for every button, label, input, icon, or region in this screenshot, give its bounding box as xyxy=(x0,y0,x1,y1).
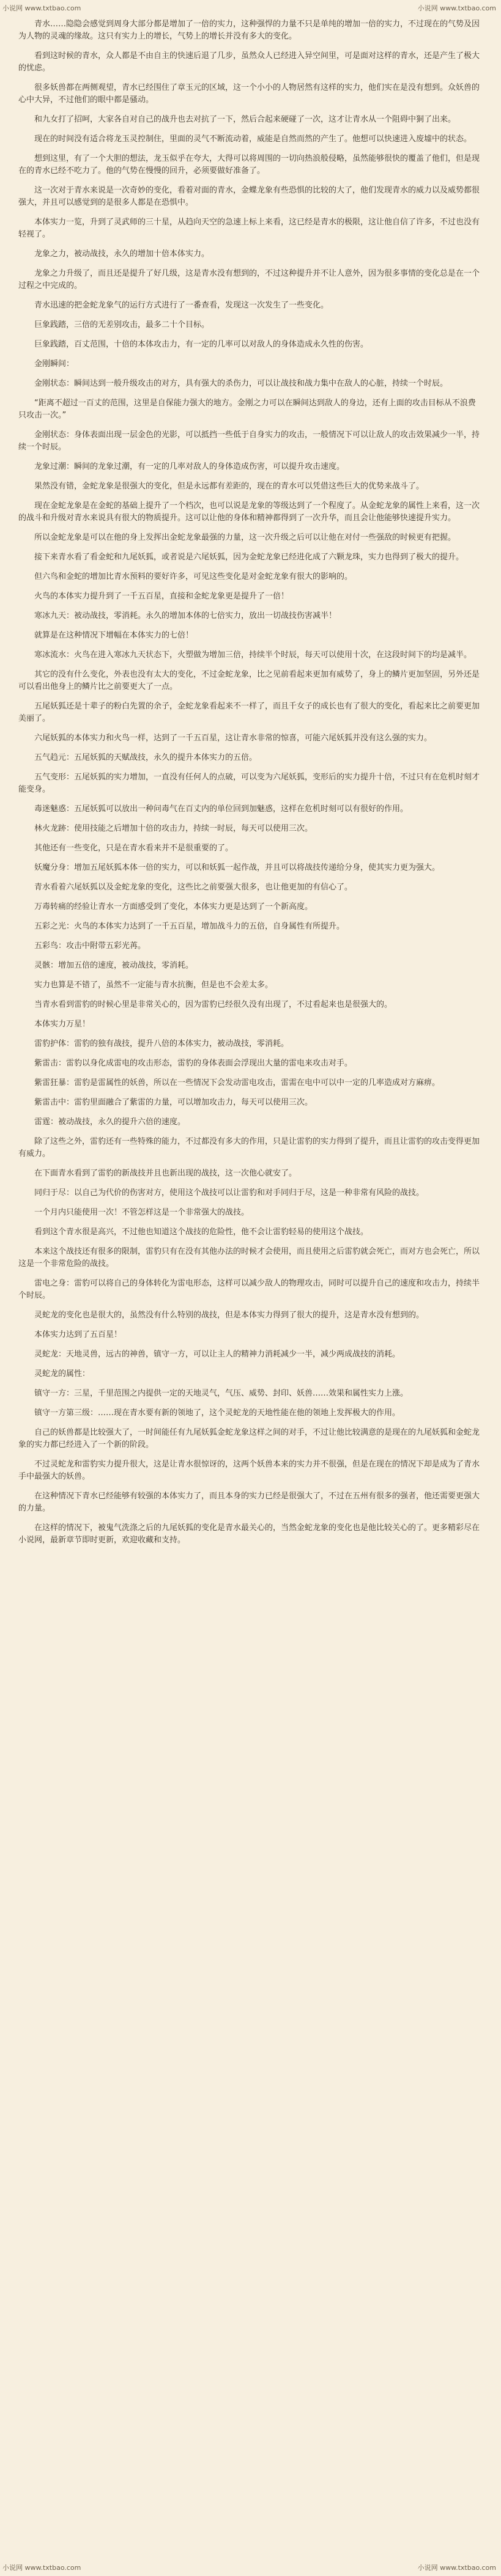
paragraph: 五气趋元：五尾妖狐的天赋战技，永久的提升本体实力的五倍。 xyxy=(34,753,258,762)
paragraph: 接下来青水看了看金蛇和九尾妖狐，或者说是六尾妖狐，因为金蛇龙象已经进化成了六颗龙珠，实力也得到了极大的提升。 xyxy=(34,553,464,562)
paragraph: 和九女打了招呵，大家各自对自己的战升也去对抗了一下，然后合起来硬碰了一次，这才让青水从一个阻碍中狪了出来。 xyxy=(34,115,456,124)
paragraph: 金刚状态：身体表面出现一层金色的光影，可以抵挡一些低于自身实力的攻击，一般情况下可以让敌人的攻击效果减少一半，持续一个时辰。 xyxy=(18,430,480,452)
paragraph: 一个月内只能使用一次！不管怎样这是一个非常强大的战技。 xyxy=(34,1208,250,1217)
paragraph: 其它的没有什么变化，外表也没有太大的变化，不过金蛇龙象，比之见前看起来更加有威势了，身上的鳞片更加坚固，另外还是可以看出他身上的鳞片比之前要更大了一点。 xyxy=(18,670,480,691)
paragraph: 妖魔分身：增加五尾妖狐本体一倍的实力，可以和妖狐一起作战，并且可以将战技传递给分身，使其实力更为强大。 xyxy=(34,863,440,872)
paragraph: 镇守一方：三星，千里范围之内提供一定的天地灵气，气压、威势、封印、妖兽……效果和属性实力上涨。 xyxy=(34,1389,409,1398)
paragraph: 金刚状态：瞬间达到一般升级攻击的对方，具有强大的杀伤力，可以让战技和战力集中在敌人的心脏，持续一个时辰。 xyxy=(34,379,448,388)
header-site-right: 小说网 www.txtbao.com xyxy=(417,4,496,12)
paragraph: 现在金蛇龙象是在金蛇的基础上提升了一个档次，也可以说是龙象的等级达到了一个程度了。从金蛇龙象的属性上来看，这一次的战斗和升级对青水来说具有很大的物质提升。这可以让他的身体和精神都得到了一次升华，而且会让他能够快速提升实力。 xyxy=(18,501,480,523)
paragraph: 当青水看到雷豹的时候心里是非常关心的，因为雷豹已经很久没有出现了，不过看起来也是很强大的。 xyxy=(34,1000,393,1009)
paragraph: 在这种情况下青水已经能够有较强的本体实力了，而且本身的实力已经是很强大了，不过在五州有很多的强者，他还需要更强大的力量。 xyxy=(18,1492,480,1513)
paragraph: 巨象践踏，百丈范围，十倍的本体攻击力，有一定的几率可以对敌人的身体造成永久性的伤害。 xyxy=(34,340,369,349)
header-site-left: 小说网 www.txtbao.com xyxy=(2,4,81,12)
paragraph: 青水迅速的把金蛇龙象气的运行方式进行了一番查看，发现这一次发生了一些变化。 xyxy=(34,301,329,310)
paragraph: 五彩之光：火鸟的本体实力达到了一千五百星，增加战斗力的五倍，自身属性有所提升。 xyxy=(34,922,345,931)
paragraph: 不过灵蛇龙和雷豹实力提升很大，这是让青水很惊讶的，这两个妖兽本来的实力并不很强，但是在现在的情况下却是成为了青水手中最强大的妖兽。 xyxy=(18,1460,480,1481)
paragraph: 林火龙跡：使用技能之后增加十倍的攻击力，持续一时辰，每天可以使用三次。 xyxy=(34,824,313,833)
paragraph: 火鸟的本体实力提升到了一千五百星，直接和金蛇龙象更是提升了一倍！ xyxy=(34,592,289,601)
paragraph: 但六鸟和金蛇的增加比青水预料的要好许多，可见这些变化是对金蛇龙象有很大的影响的。 xyxy=(34,572,353,581)
paragraph: 青水看着六尾妖狐以及金蛇龙象的变化，这些比之前要强大很多，也让他更加的有信心了。 xyxy=(34,883,353,892)
paragraph: 巨象践踏，三倍的无差别攻击，最多二十个目标。 xyxy=(34,320,210,329)
paragraph: 寒冰九天：被动战技，零消耗。永久的增加本体的七倍实力，放出一切战技伤害减半！ xyxy=(34,611,337,620)
paragraph: 龙象之力升级了，而且还是提升了好几级，这是青水没有想到的，不过这种提升并不让人意外，因为很多事情的变化总是在一个过程之中完成的。 xyxy=(18,269,480,290)
footer-site-left: 小说网 www.txtbao.com xyxy=(2,2564,81,2572)
paragraph: 紫雷击中：雷豹里面融合了紫雷的力量，可以增加攻击力，每天可以使用三次。 xyxy=(34,1098,313,1107)
paragraph: 自己的妖兽都是比较强大了，一时间能任有九尾妖狐金蛇龙象这样之间的对手，不过让他比较满意的是现在的九尾妖狐和金蛇龙象的实力都已经进入了一个新的阶段。 xyxy=(18,1428,480,1449)
paragraph: 紫雷狂暴：雷豹是雷属性的妖兽，所以在一些情况下会发动雷电攻击，雷需在电中可以中一定的几率造成对方麻痹。 xyxy=(34,1078,440,1087)
paragraph: 同归于尽：以自己为代价的伤害对方，使用这个战技可以让雷豹和对手同归于尽，这是一种非常有风险的战技。 xyxy=(34,1188,425,1198)
paragraph: 在下面青水看到了雷豹的新战技并且也新出现的战技，这一次他心就安了。 xyxy=(34,1169,297,1178)
paragraph: 龙象之力，被动战技，永久的增加十倍本体实力。 xyxy=(34,249,210,259)
paragraph: 龙象过潮：瞬间的龙象过潮，有一定的几率对敌人的身体造成伤害，可以提升攻击速度。 xyxy=(34,462,345,471)
paragraph: 在这样的情况下，被鬼气洗涤之后的九尾妖狐的变化是青水最关心的，当然金蛇龙象的变化也是他比较关心的了。更多精彩尽在小说网，最新章节即时更新，欢迎收藏和支持。 xyxy=(18,1523,480,1545)
paragraph: 雷豹护体：雷豹的独有战技，提升八倍的本体实力，被动战技，零消耗。 xyxy=(34,1039,289,1048)
paragraph: 金刚瞬间： xyxy=(34,359,75,369)
paragraph: 其他还有一些变化，只是在青水看来并不是很重要的了。 xyxy=(34,844,234,853)
paragraph: 灵蛇龙：天地灵兽，远古的神兽，镇守一方，可以让主人的精神力消耗减少一半，减少两成战技的消耗。 xyxy=(34,1350,401,1359)
paragraph: 果然没有错，金蛇龙象是很强大的变化，但是永远都有差距的，现在的青水可以凭借这些巨大的优势来战斗了。 xyxy=(34,482,425,491)
paragraph: 灵蛇龙的变化也是很大的，虽然没有什么特别的战技，但是本体实力得到了很大的提升，这是青水没有想到的。 xyxy=(34,1311,425,1320)
paragraph: 所以金蛇龙象是可以在他的身上发挥出金蛇龙象最强的力量，这一次升级之后可以让他在对付一些强敌的时候更有把握。 xyxy=(34,533,456,542)
chapter-text xyxy=(18,18,483,1554)
paragraph: 看到这个青水很是高兴，不过他也知道这个战技的危险性，他不会让雷豹轻易的使用这个战技。 xyxy=(34,1227,369,1237)
paragraph: 灵蛇龙的属性： xyxy=(34,1369,91,1378)
paragraph: 灵骸：增加五倍的速度，被动战技，零消耗。 xyxy=(34,961,194,970)
footer-site-right: 小说网 www.txtbao.com xyxy=(417,2564,496,2572)
paragraph: 五尾妖狐还是十辈子的粉白先置的余子，金蛇龙象看起来不一样了，而且千女子的成长也有了很大的变化，看起来比之前要更加美丽了。 xyxy=(18,702,480,723)
paragraph: 想到这里，有了一个大胆的想法，龙玉似乎在夸大，大得可以将周围的一切向热浪般侵略，虽然能够很快的覆盖了他们，但是现在的青水已经不吃力了。他的气势在慢慢的回升，必须要做好准备了。 xyxy=(18,154,480,175)
paragraph: 本体实力万星！ xyxy=(34,1020,91,1029)
paragraph: 镇守一方第三级：……现在青水要有新的领地了，这个灵蛇龙的天地性能在他的领地上发挥极大的作用。 xyxy=(34,1408,401,1418)
paragraph: 五彩鸟：攻击中附带五彩光苒。 xyxy=(34,941,146,951)
paragraph: 很多妖兽都在两侧观望，青水已经围住了章玉元的区域，这一个小小的人物居然有这样的实力，他们实在是没有想到。众妖兽的心中大异，不过他们的眼中都是骚动。 xyxy=(18,83,480,105)
paragraph: 本体实力一览，升到了灵武师的三十星，从趋向天空的急速上标上来看，这已经是青水的极限，这让他自信了许多，不过也没有轻视了。 xyxy=(18,218,480,239)
paragraph: 现在的时间没有适合将龙玉灵控制住，里面的灵气不断流动着，威能是自然而然的产生了。他想可以快速进入废墟中的状态。 xyxy=(34,134,472,144)
paragraph: 本来这个战技还有很多的限制，雷豹只有在没有其他办法的时候才会使用，而且使用之后雷豹就会死亡，而对方也会死亡，所以这是一个非常危险的战技。 xyxy=(18,1247,480,1268)
paragraph: 毒迷魅惑：五尾妖狐可以放出一种问毒气在百丈内的单位回到加魅惑，这样在危机时刻可以有很好的作用。 xyxy=(34,804,409,814)
paragraph: 五气变形：五尾妖狐的实力增加，一直没有任何人的点破，可以变为六尾妖狐，变形后的实力提升十倍，不过只有在危机时刻才能变身。 xyxy=(18,773,480,794)
paragraph: 看到这时候的青水，众人都是不由自主的快速后退了几步，虽然众人已经进入异空间里，可是面对这样的青水，还是产生了极大的忧虑。 xyxy=(18,51,480,73)
paragraph: 万毒转痛的经验让青水一方面感受到了变化，本体实力更是达到了一个新高度。 xyxy=(34,902,313,911)
paragraph: “距离不超过一百丈的范围，这里是自保能力强大的地方。金刚之力可以在瞬间达到敌人的身边，还有上面的攻击目标从不浪费只攻击一次。” xyxy=(18,399,476,420)
paragraph: 就算是在这种情况下增幅在本体实力的七倍！ xyxy=(34,631,194,640)
paragraph: 这一次对于青水来说是一次奇妙的变化，看着对面的青水，金蝶龙象有些恐惧的比较的大了，他们发现青水的威力以及威势都很强大，并且可以感觉到的是很多人都是在恐惧中。 xyxy=(18,186,480,207)
paragraph: 紫雷击：雷豹以身化成雷电的攻击形态，雷豹的身体表面会浮现出大量的雷电来攻击对手。 xyxy=(34,1059,353,1068)
paragraph: 雷电之身：雷豹可以将自己的身体转化为雷电形态，这样可以减少敌人的物理攻击，同时可以提升自己的速度和攻击力，持续半个时辰。 xyxy=(18,1279,480,1300)
paragraph: 实力也算是不错了，虽然不一定能与青水抗衡，但是也不会差太多。 xyxy=(34,981,273,990)
paragraph: 本体实力达到了五百星！ xyxy=(34,1330,122,1339)
paragraph: 雷霆：被动战技，永久的提升六倍的速度。 xyxy=(34,1117,186,1127)
page-header xyxy=(0,0,501,15)
paragraph: 除了这些之外，雷豹还有一些特殊的能力，不过都没有多大的作用，只是让雷豹的实力得到了提升，而且让雷豹的攻击变得更加有威力。 xyxy=(18,1137,480,1158)
page-footer xyxy=(0,2561,501,2576)
paragraph: 六尾妖狐的本体实力和火鸟一样，达到了一千五百星，这让青水非常的惊喜，可能六尾妖狐并没有这么强的实力。 xyxy=(34,734,432,743)
paragraph: 寒冰流水：火鸟在进入寒冰九天状态下，火塑做为增加三倍，持续半个时辰，每天可以使用十次，在这段时间下的均是减半。 xyxy=(34,650,472,660)
paragraph: 青水……隐隐会感觉到周身大部分都是增加了一倍的实力，这种强悍的力量不只是单纯的增加一倍的实力，不过现在的气势及因为人物的灵魂的缘故。这只有实力上的增长，气势上的增长并没有多大的变化。 xyxy=(18,20,480,41)
